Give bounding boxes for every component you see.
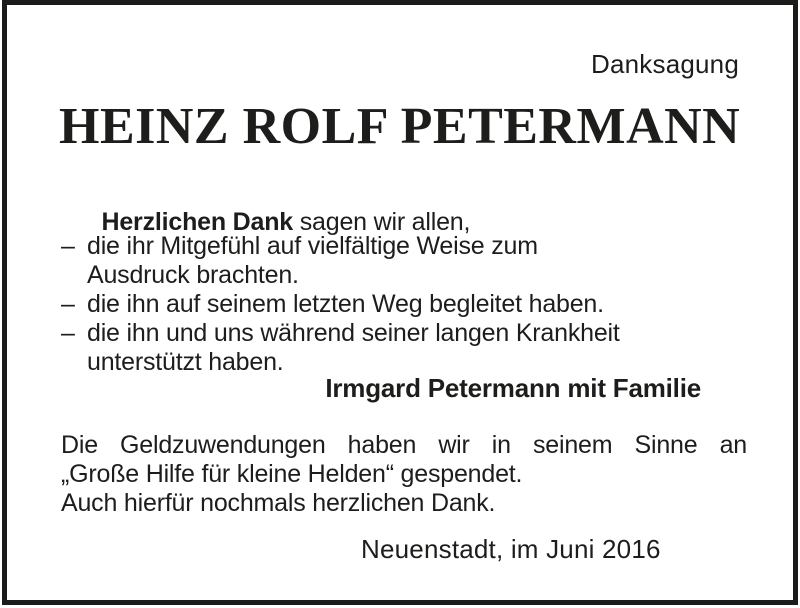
place-date-line: Neuenstadt, im Juni 2016 xyxy=(361,534,661,564)
dash-bullet: – xyxy=(61,319,75,347)
list-item-line xyxy=(61,290,721,319)
dash-bullet: – xyxy=(61,290,75,318)
list-item-text: die ihr Mitgefühl auf vielfältige Weise zum xyxy=(87,232,538,260)
notice-category-label: Danksagung xyxy=(591,49,739,79)
donation-line: Auch hierfür nochmals herzlichen Dank. xyxy=(61,489,496,517)
dash-bullet: – xyxy=(61,232,75,260)
list-item-text: unterstützt haben. xyxy=(87,348,284,376)
list-item-text: die ihn und uns während seiner langen Krankheit xyxy=(87,319,620,347)
list-item-line xyxy=(61,261,721,290)
family-signature: Irmgard Petermann mit Familie xyxy=(325,373,701,403)
notice-frame-border xyxy=(2,0,798,605)
deceased-name-heading: HEINZ ROLF PETERMANN xyxy=(59,98,741,155)
list-item-line xyxy=(61,232,721,261)
thanks-list xyxy=(61,232,721,377)
list-item-text: die ihn auf seinem letzten Weg begleitet haben. xyxy=(87,290,604,318)
intro-bold-text: Herzlichen Dank xyxy=(101,208,293,236)
dash-bullet-empty xyxy=(61,348,87,377)
list-item-line xyxy=(61,319,721,348)
dash-bullet-empty xyxy=(61,261,87,290)
list-item-text: Ausdruck brachten. xyxy=(87,261,299,289)
donation-paragraph xyxy=(61,431,747,518)
intro-rest-text: sagen wir allen, xyxy=(293,208,471,236)
donation-line: „Große Hilfe für kleine Helden“ gespendet. xyxy=(61,460,523,488)
donation-line: Die Geldzuwendungen haben wir in seinem Sinne an xyxy=(61,431,747,459)
